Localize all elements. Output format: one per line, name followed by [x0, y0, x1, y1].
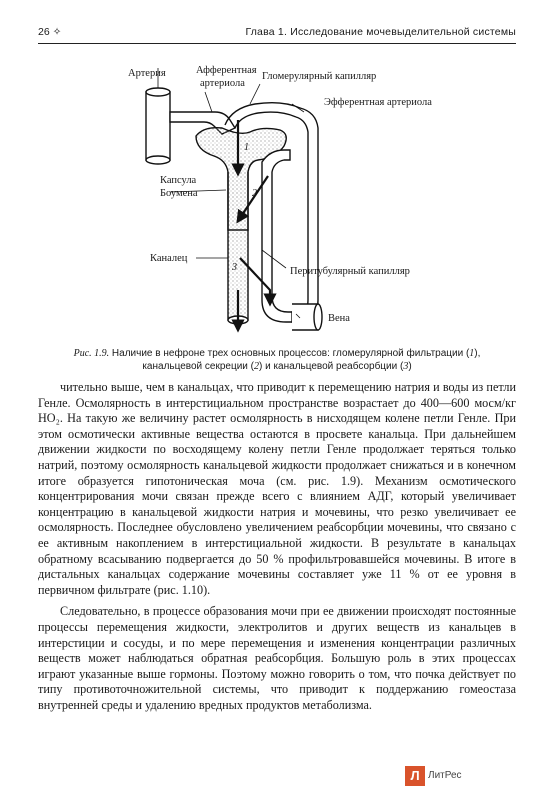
paragraph: Следовательно, в процессе образования мочи при ее движении происходят постоянные процессы перемещения жидкости, электролитов и других веществ из канальцев в интерстиции и сосуды, и по мере перемещения и изменения концентрации различных веществ может наблюдаться обратная реабсорбция. Большую роль в этих процессах играют указанные выше гормоны. Поэтому можно говорить о том, что почка действует по типу противоточножительной системы, что приводит к поддержанию гомеостаза внутренней среды и удалению вредных продуктов метаболизма. — [38, 604, 516, 712]
caption-line2-end: ) — [408, 361, 412, 372]
paragraph: чительно выше, чем в канальцах, что приводит к перемещению натрия и воды из петли Генле. Осмолярность в интерстициальном пространстве возрастает до 400—600 мосм/кг НО₂. На такую же величину растет осмолярность в нисходящем колене петли Генле. При этом осмотически активные вещества остаются в просвете канальца. При дальнейшем движении жидкости по восходящему колену петли Генле продолжает теряться только натрий, поэтому осмолярность канальцевой жидкости продолжает снижаться и в конечном итоге образуется гипотоническая моча (см. рис. 1.9). Механизм осмотического концентрирования мочи связан прежде всего с влиянием АДГ, который увеличивает концентрацию в канальцевой жидкости натрия и мочевины, что резко увеличивает ее осмолярность. Последнее обусловлено увеличением реабсорбции мочевины, что связано с ее активным накоплением в интерстициальной жидкости. В результате в канальцах обратному всасыванию подвергается до 50 % профильтровавшейся мочевины. В итоге в дистальных канальцах содержание мочевины составляет уже 11 % от ее уровня в первичном фильтрате (рис. 1.10). — [38, 380, 516, 597]
caption-line1-end: ), — [474, 348, 481, 359]
glomerular-capillary-inner — [235, 112, 296, 128]
litres-logo: Л — [405, 766, 425, 786]
artery-opening — [146, 156, 170, 164]
caption-line1: Наличие в нефроне трех основных процессов: гломерулярной фильтрации ( — [109, 348, 470, 359]
caption-n1: 1 — [469, 348, 475, 359]
caption-n3: 3 — [403, 361, 409, 372]
caption-n2: 2 — [253, 361, 259, 372]
figure-caption — [62, 347, 492, 373]
header-rule — [38, 43, 516, 44]
running-header — [38, 26, 516, 42]
caption-line2: канальцевой секреции ( — [142, 361, 254, 372]
label-capsule-2: Боумена — [160, 188, 198, 199]
artery-top-opening — [146, 88, 170, 96]
page-number: 26 ✧ — [38, 26, 62, 38]
litres-logo-text: ЛитРес — [428, 770, 462, 781]
label-artery: Артерия — [128, 68, 166, 79]
process-number-1: 1 — [244, 142, 249, 153]
nephron-diagram — [0, 45, 552, 345]
label-afferent-1: Афферентная — [196, 65, 257, 76]
label-capsule-1: Капсула — [160, 175, 197, 186]
caption-prefix: Рис. 1.9. — [73, 348, 110, 359]
label-tubule: Каналец — [150, 253, 188, 264]
process-number-3: 3 — [232, 262, 237, 273]
label-peritubular: Перитубулярный капилляр — [290, 266, 410, 277]
caption-line2-mid: ) и канальцевой реабсорбции ( — [258, 361, 404, 372]
efferent-arteriole — [292, 108, 318, 322]
process-number-2: 2 — [252, 188, 257, 199]
label-vein: Вена — [328, 313, 350, 324]
vein-opening — [314, 304, 322, 330]
label-efferent: Эфферентная артериола — [324, 97, 432, 108]
body-text — [38, 380, 516, 713]
peritubular-capillary — [262, 150, 292, 322]
artery-vessel — [146, 92, 170, 160]
label-afferent-2: артериола — [200, 78, 245, 89]
label-glomerular: Гломерулярный капилляр — [262, 71, 377, 82]
chapter-title: Глава 1. Исследование мочевыделительной системы — [245, 26, 516, 38]
